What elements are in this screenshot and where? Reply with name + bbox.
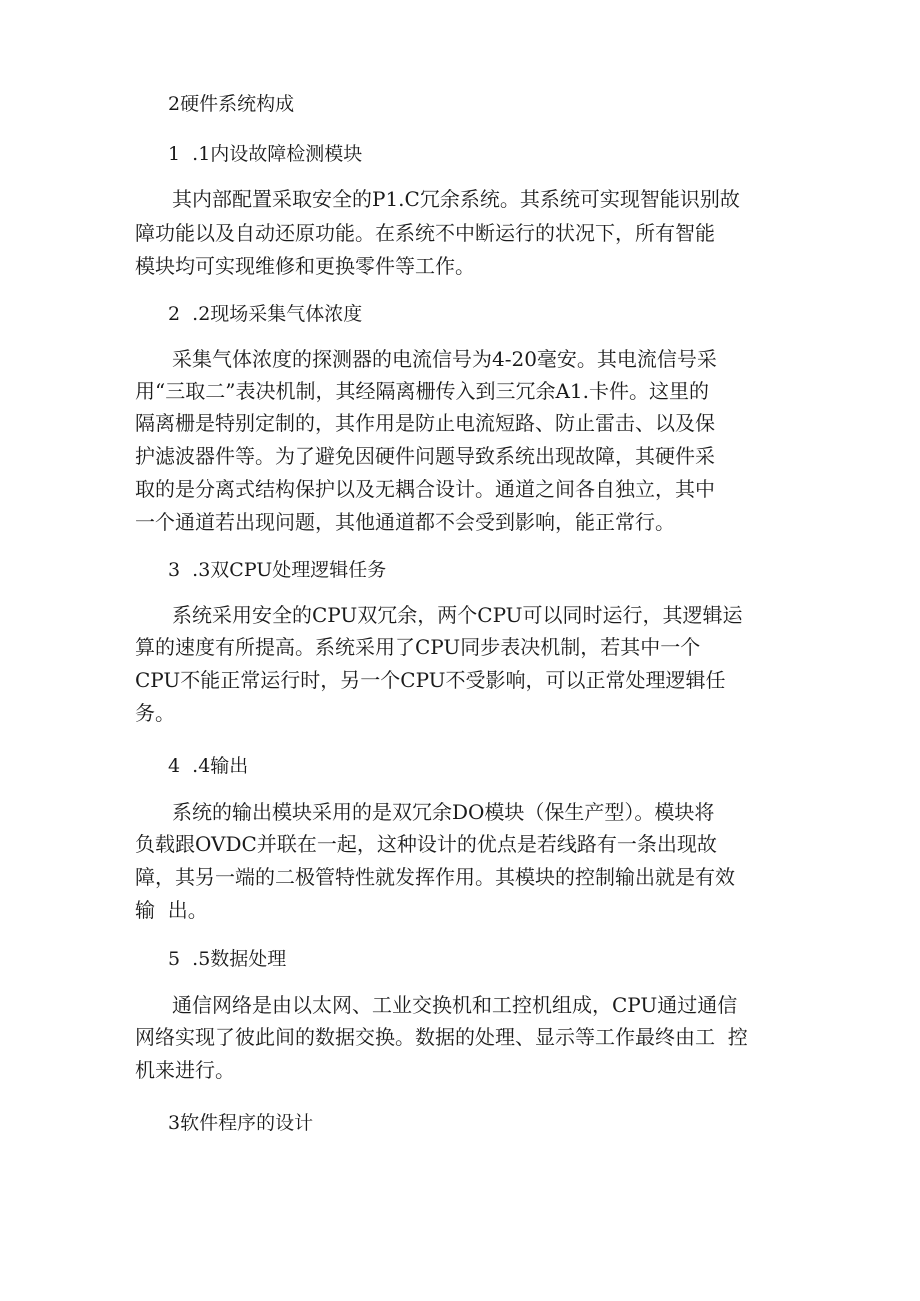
- section-heading-2-3: 3 .3双CPU处理逻辑任务: [168, 559, 387, 581]
- paragraph-line: 网络实现了彼此间的数据交换。数据的处理、显示等工作最终由工 控: [135, 1025, 748, 1049]
- section-heading-2-2: 2 .2现场采集气体浓度: [168, 303, 363, 325]
- paragraph-line: 采集气体浓度的探测器的电流信号为4-20毫安。其电流信号采: [172, 347, 717, 371]
- paragraph-line: 算的速度有所提高。系统采用了CPU同步表决机制，若其中一个: [135, 635, 701, 659]
- paragraph-line: 用“三取二”表决机制，其经隔离栅传入到三冗余A1.卡件。这里的: [135, 379, 709, 403]
- paragraph-line: 一个通道若出现问题，其他通道都不会受到影响，能正常行。: [135, 510, 675, 534]
- paragraph-line: 通信网络是由以太网、工业交换机和工控机组成，CPU通过通信: [172, 993, 738, 1017]
- section-heading-3: 3软件程序的设计: [168, 1112, 314, 1134]
- paragraph-line: 护滤波器件等。为了避免因硬件问题导致系统出现故障，其硬件采: [135, 444, 715, 468]
- section-heading-2-1: 1 .1内设故障检测模块: [168, 143, 363, 165]
- paragraph-line: 其内部配置采取安全的P1.C冗余系统。其系统可实现智能识别故: [172, 187, 740, 211]
- paragraph-line: 隔离栅是特别定制的，其作用是防止电流短路、防止雷击、以及保: [135, 411, 715, 435]
- paragraph-line: 系统的输出模块采用的是双冗余DO模块（保生产型）。模块将: [172, 800, 715, 824]
- paragraph-line: 输 出。: [135, 898, 208, 922]
- paragraph-line: 模块均可实现维修和更换零件等工作。: [135, 254, 475, 278]
- section-heading-2: 2硬件系统构成: [168, 93, 295, 115]
- paragraph-line: 障功能以及自动还原功能。在系统不中断运行的状况下，所有智能: [135, 221, 715, 245]
- section-heading-2-5: 5 .5数据处理: [168, 948, 287, 970]
- paragraph-line: 负载跟OVDC并联在一起，这种设计的优点是若线路有一条出现故: [135, 832, 717, 856]
- paragraph-line: 机来进行。: [135, 1058, 235, 1082]
- paragraph-line: CPU不能正常运行时，另一个CPU不受影响，可以正常处理逻辑任: [135, 668, 726, 692]
- paragraph-line: 务。: [135, 701, 175, 725]
- paragraph-line: 系统采用安全的CPU双冗余，两个CPU可以同时运行，其逻辑运: [172, 603, 743, 627]
- paragraph-line: 取的是分离式结构保护以及无耦合设计。通道之间各自独立，其中: [135, 477, 715, 501]
- section-heading-2-4: 4 .4输出: [168, 755, 249, 777]
- paragraph-line: 障，其另一端的二极管特性就发挥作用。其模块的控制输出就是有效: [135, 865, 735, 889]
